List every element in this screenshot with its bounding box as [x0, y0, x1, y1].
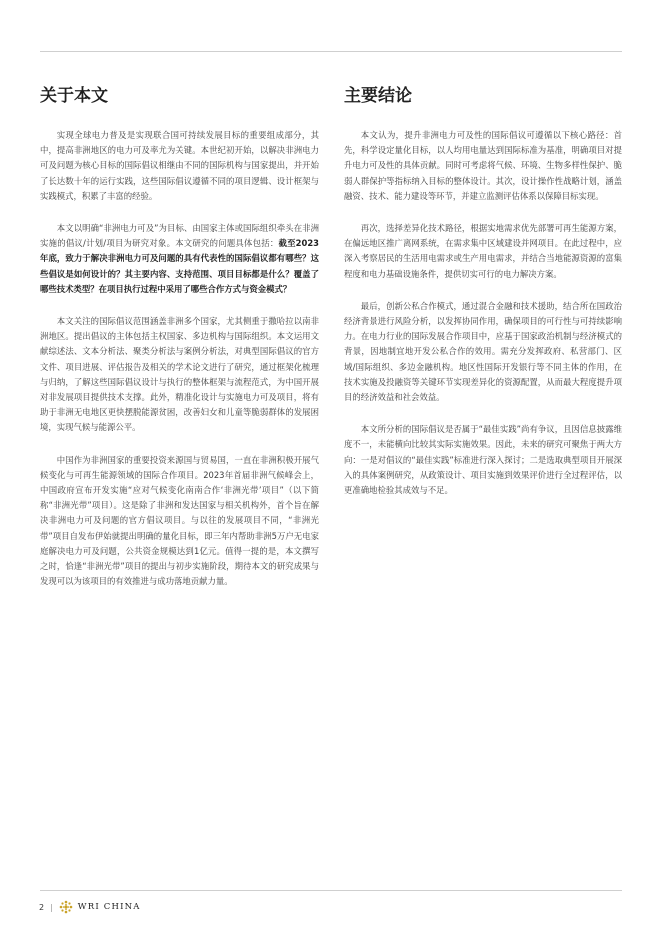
about-title: 关于本文 [40, 86, 108, 106]
page-number: 2 [39, 902, 45, 912]
about-paragraph-3: 本文关注的国际倡议范围涵盖非洲多个国家，尤其侧重于撒哈拉以南非洲地区。提出倡议的主体包括主权国家、多边机构与国际组织。本文运用文献综述法、文本分析法、聚类分析法与案例分析法，对典型国际倡议的官方文件、项目进展、评估报告及相关的学术论文进行了研究，通过框架化梳理与归纳，了解这些国际倡议设计与执行的整体框架与流程范式，为中国开展对非发展项目提供技术支撑。此外，精准化设计与实施电力可及项目，将有助于非洲无电地区更快摆脱能源贫困，改善妇女和儿童等脆弱群体的发展困境，实现气候与能源公平。 [40, 316, 319, 433]
about-paragraph-2-text: 本文以明确“非洲电力可及”为目标、由国家主体或国际组织牵头在非洲实施的倡议/计划/项目为研究对象。本文研究的问题具体包括： [40, 223, 319, 249]
conclusions-paragraph-1: 本文认为，提升非洲电力可及性的国际倡议可遵循以下核心路径：首先，科学设定量化目标，以人均用电量达到国际标准为基准，明确项目对提升电力可及性的具体贡献。同时可考虑将气候、环境、生物多样性保护、脆弱人群保护等指标纳入目标的整体设计。其次，设计操作性战略计划，涵盖融资、技术、能力建设等环节，并建立监测评估体系以保障目标实现。 [344, 130, 622, 201]
wri-china-logo [59, 900, 141, 914]
logo-text: WRI CHINA [77, 902, 141, 912]
conclusions-paragraph-2: 再次，选择差异化技术路径，根据实地需求优先部署可再生能源方案，在偏远地区推广离网系统，在需求集中区域建设并网项目。在此过程中，应深入考察居民的生活用电需求或生产用电需求，并结合当地能源资源的富集程度和电力基础设施条件，提供切实可行的电力解决方案。 [344, 223, 622, 279]
about-section [40, 83, 319, 606]
about-paragraph-4: 中国作为非洲国家的重要投资来源国与贸易国，一直在非洲积极开展气候变化与可再生能源领域的国际合作项目。2023年首届非洲气候峰会上，中国政府宣布开发实施“应对气候变化南南合作‘非洲光带’项目”（以下简称“非洲光带”项目）。这是除了非洲和发达国家与相关机构外，首个旨在解决非洲电力可及问题的官方倡议项目。与以往的发展项目不同，“非洲光带”项目自发布伊始就提出明确的量化目标，即三年内帮助非洲5万户无电家庭解决电力可及问题，公共资金规模达到1亿元。值得一提的是，本文撰写之时，恰逢“非洲光带”项目的提出与初步实施阶段，期待本文的研究成果与发现可以为该项目的有效推进与成功落地贡献力量。 [40, 454, 319, 587]
page-footer [39, 898, 141, 916]
conclusions-title: 主要结论 [344, 86, 412, 106]
conclusions-paragraph-3: 最后，创新公私合作模式，通过混合金融和技术援助，结合所在国政治经济背景进行风险分析，以发挥协同作用，确保项目的可行性与可持续影响力。在电力行业的国际发展合作项目中，应基于国家政治机制与经济模式的背景，因地制宜地开发公私合作的效用。需充分发挥政府、私营部门、区域/国际组织、多边金融机构。地区性国际开发银行等不同主体的作用，在技术实施及投融资等关键环节实现差异化的资源配置，从而最大程度提升项目的经济效益和社会效益。 [344, 300, 622, 403]
footer-separator: | [50, 902, 53, 912]
top-divider [40, 51, 622, 52]
about-paragraph-2 [40, 221, 319, 297]
about-paragraph-1: 实现全球电力普及是实现联合国可持续发展目标的重要组成部分，其中，提高非洲地区的电力可及率尤为关键。本世纪初开始，以解决非洲电力可及问题为核心目标的国际倡议相继由不同的国际机构与国家提出，并开始了长达数十年的运行实践，这些国际倡议遵循不同的项目逻辑、设计框架与实践模式，积累了丰富的经验。 [40, 130, 319, 201]
conclusions-section [344, 83, 622, 515]
research-questions-bold: 截至2023年底，致力于解决非洲电力可及问题的具有代表性的国际倡议都有哪些？这些倡议是如何设计的？其主要内容、支持范围、项目目标都是什么？覆盖了哪些技术类型？在项目执行过程中采用了哪些合作方式与资金模式？ [40, 238, 319, 294]
wri-logo-icon [59, 900, 73, 914]
conclusions-paragraph-4: 本文所分析的国际倡议是否属于“最佳实践”尚有争议，且因信息披露维度不一，未能横向比较其实际实施效果。因此，未来的研究可聚焦于两大方向：一是对倡议的“最佳实践”标准进行深入探讨；二是选取典型项目开展深入的具体案例研究，从政策设计、项目实施到效果评价进行全过程评估，以更准确地检验其成效与不足。 [344, 424, 622, 496]
bottom-divider [40, 890, 622, 891]
